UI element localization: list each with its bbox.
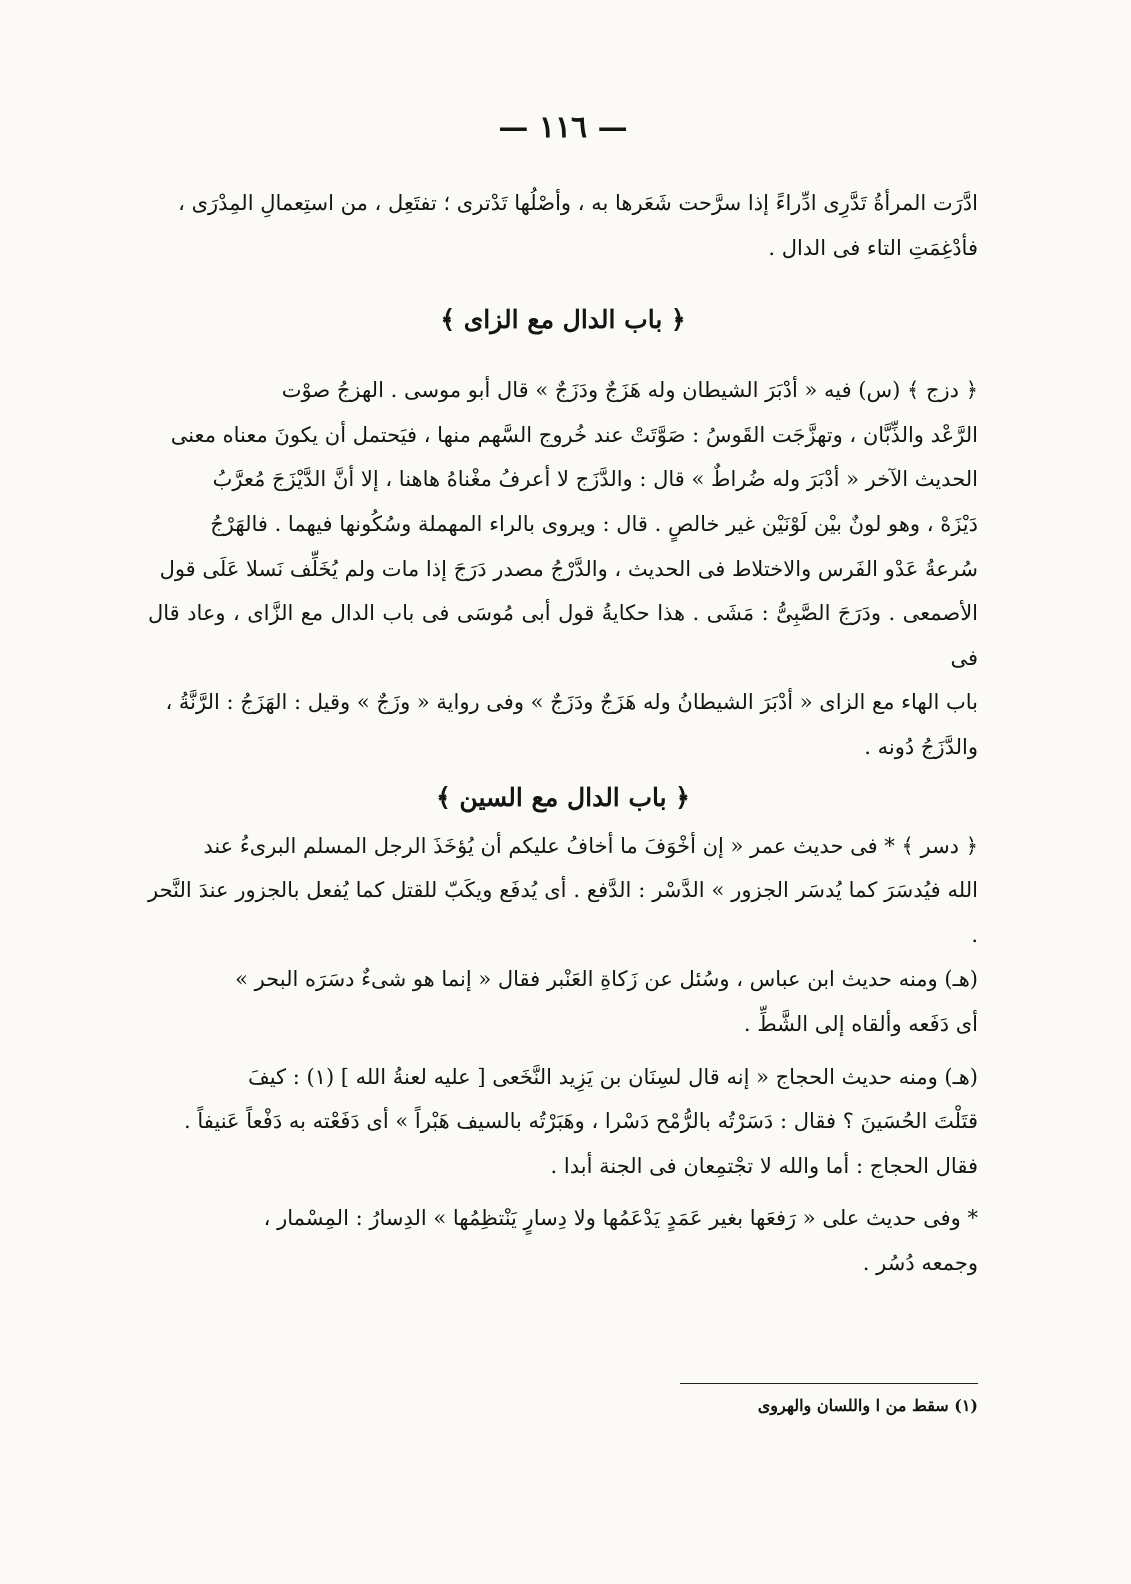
- entry-dsr-hajjaj: [148, 1055, 978, 1189]
- text-line: (هـ) ومنه حديث ابن عباس ، وسُئل عن زَكاةِ العَنْبر فقال « إنما هو شىءٌ دسَرَه البحر »: [235, 967, 978, 992]
- text-line: والدَّزَجُ دُونه .: [864, 734, 978, 759]
- text-line: الحديث الآخر « أدْبَرَ وله ضُراطٌ » قال : والدَّزَج لا أعرفُ مغْناهُ هاهنا ، إلا أنَّ الدَّيْزَجَ مُعرَّبُ: [212, 467, 978, 492]
- text-line: الله فيُدسَرَ كما يُدسَر الجزور » الدَّسْر : الدَّفع . أى يُدفَع ويكَبّ للقتل كما يُفعل بالجزور عندَ النَّحر .: [148, 878, 978, 947]
- text-line: دَيْزَهْ ، وهو لونٌ بيْن لَوْنَيْن غير خالصٍ . قال : ويروى بالراء المهملة وسُكُونها فيهما . فالهَرْجُ: [210, 511, 978, 536]
- page-number: — ١١٦ —: [498, 110, 628, 145]
- text-line: ادَّرَت المرأةُ تَدَّرِى ادِّراءً إذا سرَّحت شَعَرها به ، وأصْلُها تَدْترى ؛ تفتَعِل ، من استِعمالِ المِدْرَى ،: [178, 191, 978, 215]
- footnote-divider: [680, 1383, 978, 1384]
- text-line: قتَلْتَ الحُسَينَ ؟ فقال : دَسَرْتُه بالرُّمْح دَسْرا ، وهَبَرْتُه بالسيف هَبْراً » أى دَفَعْته به دَفْعاً عَنيفاً .: [184, 1109, 978, 1134]
- document-page: [148, 110, 978, 1285]
- text-line: الأصمعى . ودَرَجَ الصَّبِىُّ : مَشَى . هذا حكايةُ قول أبى مُوسَى فى باب الدال مع الزَّاى ، وعاد قال فى: [148, 601, 978, 670]
- entry-dsr-ibn-abbas: [148, 957, 978, 1046]
- text-line: (هـ) ومنه حديث الحجاج « إنه قال لسِنَان بن يَزِيد النَّخَعى [ عليه لعنةُ الله ] (١) : كيفَ: [247, 1064, 978, 1089]
- entry-dsr: [148, 824, 978, 958]
- entry-dsr-ali: [148, 1196, 978, 1285]
- section-heading-dal-sin: ﴿ باب الدال مع السين ﴾: [436, 782, 690, 812]
- text-line: باب الهاء مع الزاى « أدْبَرَ الشيطانُ وله هَزَجٌ ودَزَجٌ » وفى رواية « وزَجٌ » وقيل : الهَزَجُ : الرَّنَّةُ ،: [165, 690, 978, 715]
- section-heading-dal-zay: ﴿ باب الدال مع الزاى ﴾: [440, 305, 686, 335]
- text-line: ﴿ دزج ﴾ (س) فيه « أدْبَرَ الشيطان وله هَزَجٌ ودَزَجٌ » قال أبو موسى . الهزجُ صوْت: [281, 378, 978, 403]
- text-line: أى دَفَعه وألقاه إلى الشَّطِّ .: [743, 1011, 978, 1036]
- text-line: الرَّعْد والذِّبَّان ، وتهزَّجَت القَوسُ : صَوَّتَتْ عند خُروج السَّهم منها ، فيَحتمل أن يكونَ معناه معنى: [170, 422, 978, 447]
- entry-dzj: [148, 368, 978, 769]
- text-line: فأدْغِمَتِ التاء فى الدال .: [768, 235, 978, 260]
- text-line: * وفى حديث على « رَفعَها بغير عَمَدٍ يَدْعَمُها ولا دِسارٍ يَنْتظِمُها » الدِسارُ : المِسْمار ،: [263, 1206, 978, 1231]
- text-line: سُرعةُ عَدْو الفَرس والاختلاط فى الحديث ، والدَّرْجُ مصدر دَرَجَ إذا مات ولم يُخَلِّف نَسلا عَلَى قول: [159, 556, 978, 581]
- text-line: فقال الحجاج : أما والله لا تجْتمِعان فى الجنة أبدا .: [550, 1153, 978, 1178]
- text-line: ﴿ دسر ﴾ * فى حديث عمر « إن أخْوَفَ ما أخافُ عليكم أن يُؤخَذَ الرجل المسلم البرىءُ عند: [203, 833, 978, 858]
- intro-paragraph: [148, 181, 978, 270]
- footnote: (١) سقط من ا واللسان والهروى: [757, 1396, 978, 1415]
- text-line: وجمعه دُسُر .: [862, 1250, 978, 1275]
